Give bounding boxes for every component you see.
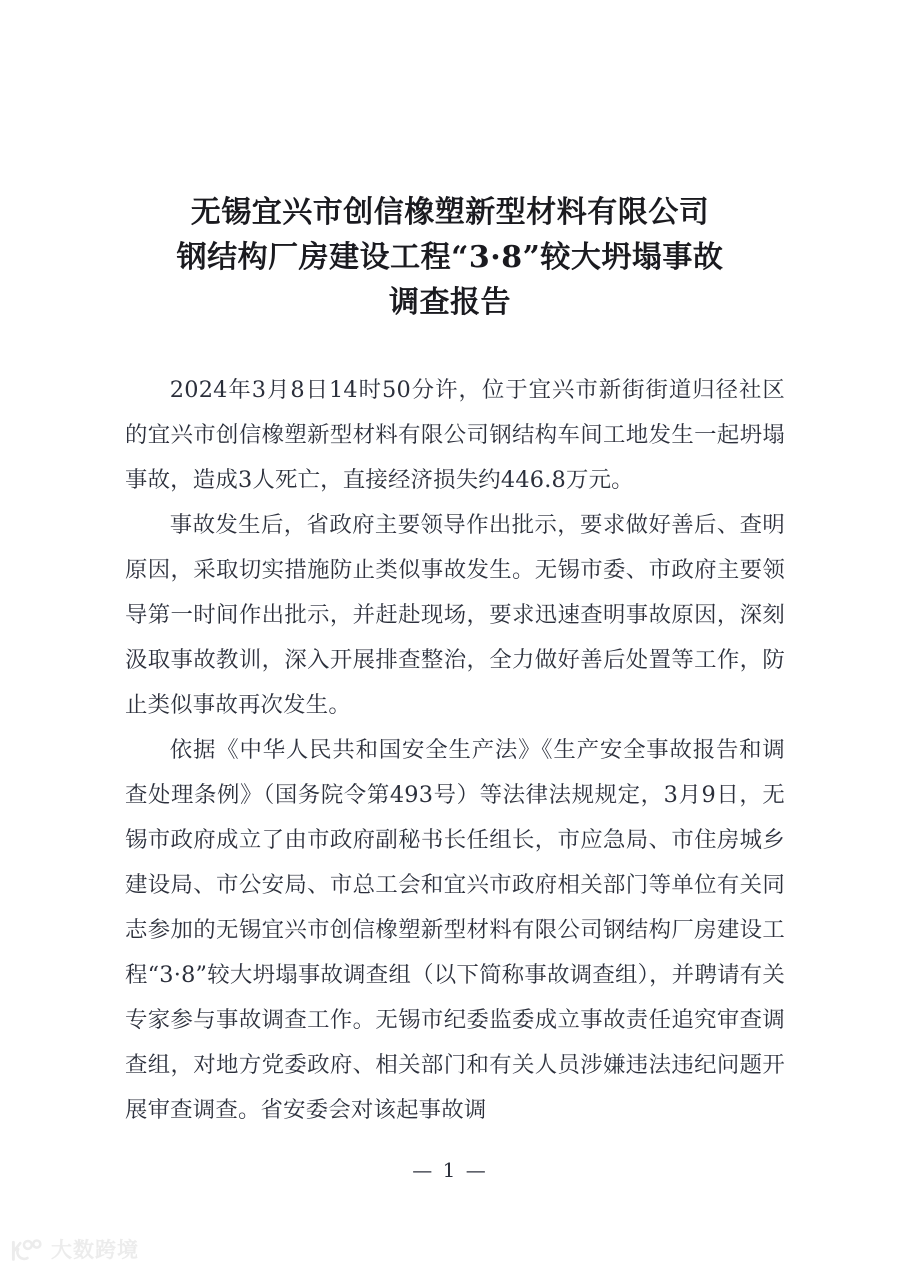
watermark-text: 大数跨境: [51, 1237, 139, 1262]
page-number: — 1 —: [412, 1158, 488, 1182]
watermark: [10, 1237, 139, 1263]
body-paragraph: 事故发生后，省政府主要领导作出批示，要求做好善后、查明原因，采取切实措施防止类似事故发生。无锡市委、市政府主要领导第一时间作出批示，并赶赴现场，要求迅速查明事故原因，深刻汲取事故教训，深入开展排查整治，全力做好善后处置等工作，防止类似事故再次发生。: [125, 512, 785, 718]
document-body: [125, 368, 785, 1133]
page-footer: [0, 1158, 900, 1182]
document-title: [110, 190, 790, 325]
brand-logo-icon: [10, 1237, 44, 1263]
title-line-3: 调查报告: [389, 285, 511, 320]
body-paragraph: 2024年3月8日14时50分许，位于宜兴市新街街道归径社区的宜兴市创信橡塑新型材料有限公司钢结构车间工地发生一起坍塌事故，造成3人死亡，直接经济损失约446.8万元。: [125, 377, 785, 493]
body-paragraph: 依据《中华人民共和国安全生产法》《生产安全事故报告和调查处理条例》（国务院令第493号）等法律法规规定，3月9日，无锡市政府成立了由市政府副秘书长任组长，市应急局、市住房城乡建设局、市公安局、市总工会和宜兴市政府相关部门等单位有关同志参加的无锡宜兴市创信橡塑新型材料有限公司钢结构厂房建设工程“3·8”较大坍塌事故调查组（以下简称事故调查组），并聘请有关专家参与事故调查工作。无锡市纪委监委成立事故责任追究审查调查组，对地方党委政府、相关部门和有关人员涉嫌违法违纪问题开展审查调查。省安委会对该起事故调: [125, 737, 785, 1123]
title-line-1: 无锡宜兴市创信橡塑新型材料有限公司: [190, 195, 710, 230]
title-line-2: 钢结构厂房建设工程“3·8”较大坍塌事故: [176, 240, 724, 275]
